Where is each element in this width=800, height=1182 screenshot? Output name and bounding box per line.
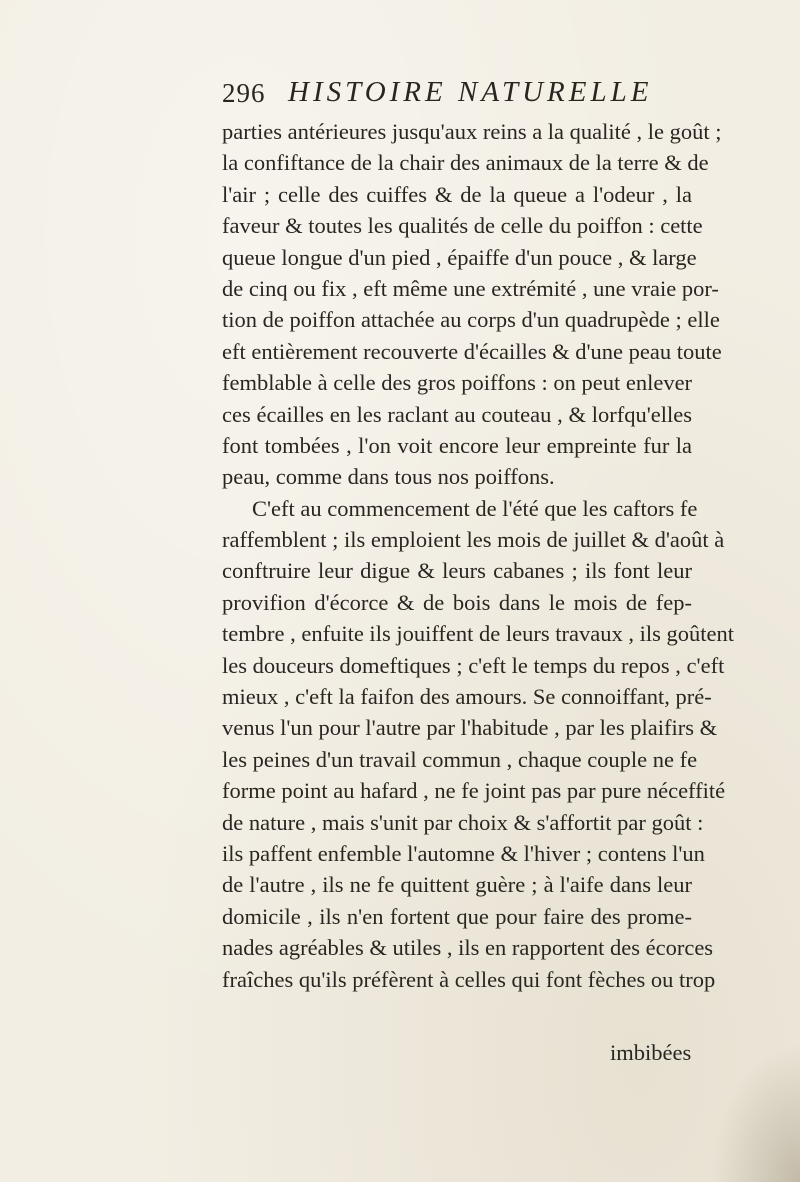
text-line: fraîches qu'ils préfèrent à celles qui font fèches ou trop (222, 966, 716, 992)
text-line: font tombées , l'on voit encore leur empreinte fur la (222, 432, 692, 458)
text-line: mieux , c'eft la faifon des amours. Se connoiffant, pré- (222, 684, 712, 710)
page-header (222, 76, 682, 116)
text-line: les peines d'un travail commun , chaque couple ne fe (222, 746, 698, 772)
text-line: de l'autre , ils ne fe quittent guère ; à l'aife dans leur (222, 872, 692, 898)
text-line-paragraph-start: C'eft au commencement de l'été que les caftors fe (252, 495, 698, 521)
page-corner-shadow (710, 1042, 800, 1182)
text-line: parties antérieures jusqu'aux reins a la qualité , le goût ; (222, 119, 722, 144)
page-number: 296 (222, 78, 266, 108)
text-line: provifion d'écorce & de bois dans le mois de fep- (222, 589, 692, 615)
text-line: l'air ; celle des cuiffes & de la queue a l'odeur , la (222, 181, 692, 207)
catchword: imbibées (610, 1040, 692, 1065)
text-line: de cinq ou fix , eft même une extrémité , une vraie por- (222, 275, 719, 301)
text-line: conftruire leur digue & leurs cabanes ; ils font leur (222, 558, 692, 584)
text-line: nades agréables & utiles , ils en rapportent des écorces (222, 935, 714, 961)
text-line: tembre , enfuite ils jouiffent de leurs travaux , ils goûtent (222, 621, 734, 647)
text-line: domicile , ils n'en fortent que pour faire des prome- (222, 903, 692, 929)
running-title: HISTOIRE NATURELLE (288, 76, 653, 108)
text-line: de nature , mais s'unit par choix & s'affortit par goût : (222, 809, 704, 835)
text-line: queue longue d'un pied , épaiffe d'un pouce , & large (222, 244, 697, 270)
text-line: ils paffent enfemble l'automne & l'hiver ; contens l'un (222, 840, 705, 866)
text-line: faveur & toutes les qualités de celle du poiffon : cette (222, 213, 703, 239)
text-line: la confiftance de la chair des animaux de la terre & de (222, 150, 709, 176)
text-line-paragraph-end: peau, comme dans tous nos poiffons. (222, 464, 555, 490)
text-line: eft entièrement recouverte d'écailles & d'une peau toute (222, 338, 722, 364)
text-body (222, 116, 734, 995)
text-line: femblable à celle des gros poiffons : on peut enlever (222, 370, 693, 396)
text-line: tion de poiffon attachée au corps d'un quadrupède ; elle (222, 307, 720, 333)
text-line: raffemblent ; ils emploient les mois de juillet & d'août à (222, 527, 725, 553)
text-line: ces écailles en les raclant au couteau , & lorfqu'elles (222, 401, 692, 427)
text-line: les douceurs domeftiques ; c'eft le temps du repos , c'eft (222, 652, 725, 678)
text-line: forme point au hafard , ne fe joint pas par pure néceffité (222, 778, 726, 804)
text-line: venus l'un pour l'autre par l'habitude , par les plaifirs & (222, 715, 718, 741)
